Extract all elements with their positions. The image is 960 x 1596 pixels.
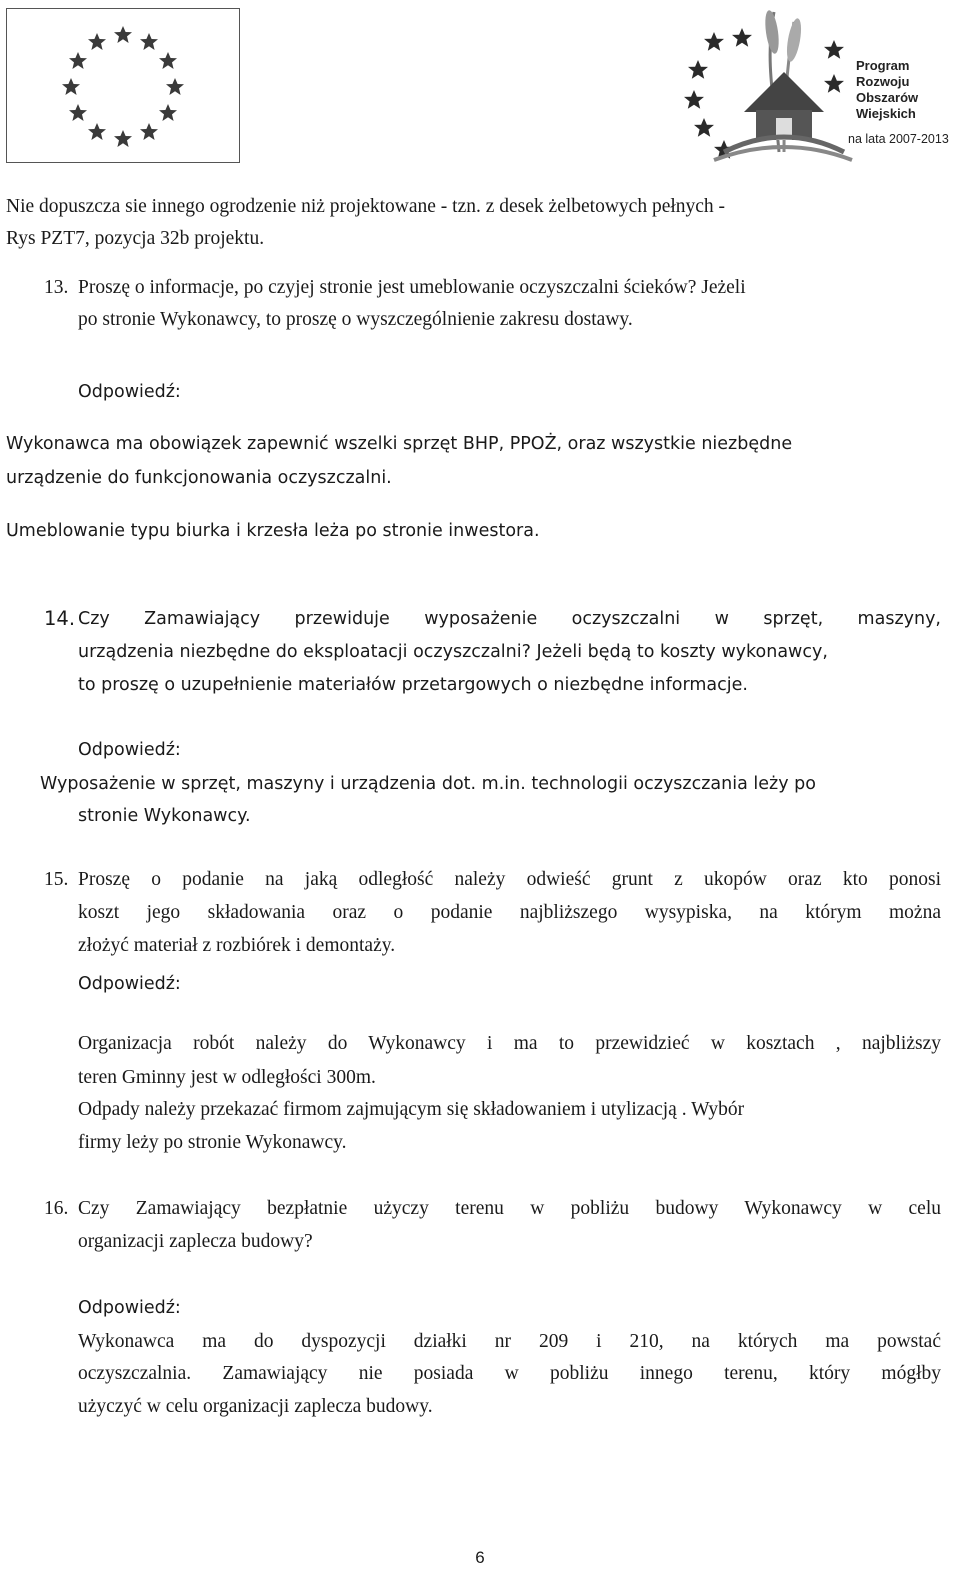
q13-number: 13. [44, 277, 69, 298]
program-line-3: Obszarów [856, 90, 919, 105]
q15-answer-line-3: Odpady należy przekazać firmom zajmującym się składowaniem i utylizacją . Wybór [78, 1099, 745, 1120]
q14-answer-line-1: Wyposażenie w sprzęt, maszyny i urządzenia dot. m.in. technologii oczyszczania leży po [40, 774, 816, 794]
q13-answer-line-1: Wykonawca ma obowiązek zapewnić wszelki sprzęt BHP, PPOŻ, oraz wszystkie niezbędne [6, 434, 793, 454]
q13-answer-line-2: urządzenie do funkcjonowania oczyszczalni. [6, 468, 392, 488]
q15-line-1: Proszę o podanie na jaką odległość należy odwieść grunt z ukopów oraz kto ponosi [78, 869, 941, 890]
q14-line-3: to proszę o uzupełnienie materiałów przetargowych o niezbędne informacje. [78, 675, 748, 695]
intro-line-2: Rys PZT7, pozycja 32b projektu. [6, 228, 265, 249]
eu-flag-logo [6, 8, 240, 163]
eu-stars-icon [7, 9, 239, 162]
q16-answer-label: Odpowiedź: [78, 1298, 181, 1318]
intro-line-1: Nie dopuszcza sie innego ogrodzenie niż projektowane - tzn. z desek żelbetowych pełnych - [6, 196, 726, 217]
q14-answer-label: Odpowiedź: [78, 740, 181, 760]
q16-answer-line-2: oczyszczalnia. Zamawiający nie posiada w pobliżu innego terenu, który mógłby [78, 1363, 941, 1384]
q15-line-3: złożyć materiał z rozbiórek i demontaży. [78, 935, 396, 956]
q13-line-1: Proszę o informacje, po czyjej stronie jest umeblowanie oczyszczalni ścieków? Jeżeli [78, 277, 746, 298]
q15-answer-label: Odpowiedź: [78, 974, 181, 994]
q15-answer-line-1: Organizacja robót należy do Wykonawcy i ma to przewidzieć w kosztach , najbliższy [78, 1033, 941, 1054]
q14-number: 14. [44, 607, 76, 630]
q15-number: 15. [44, 869, 69, 890]
q16-number: 16. [44, 1198, 69, 1219]
q15-line-2: koszt jego składowania oraz o podanie najbliższego wysypiska, na którym można [78, 902, 941, 923]
q15-answer-line-4: firmy leży po stronie Wykonawcy. [78, 1132, 347, 1153]
q15-answer-line-2: teren Gminny jest w odległości 300m. [78, 1067, 376, 1088]
page-header [0, 0, 960, 170]
q16-line-2: organizacji zaplecza budowy? [78, 1231, 313, 1252]
q16-line-1: Czy Zamawiający bezpłatnie użyczy terenu w pobliżu budowy Wykonawcy w celu [78, 1198, 941, 1219]
program-years: na lata 2007-2013 [848, 132, 949, 146]
q14-line-1: Czy Zamawiający przewiduje wyposażenie oczyszczalni w sprzęt, maszyny, [78, 609, 941, 629]
program-name [856, 58, 918, 122]
q13-line-2: po stronie Wykonawcy, to proszę o wyszczególnienie zakresu dostawy. [78, 309, 633, 330]
page-number: 6 [475, 1548, 485, 1567]
q16-answer-line-3: użyczyć w celu organizacji zaplecza budowy. [78, 1396, 433, 1417]
q14-answer-line-2: stronie Wykonawcy. [78, 806, 251, 826]
q16-answer-line-1: Wykonawca ma do dyspozycji działki nr 209 i 210, na których ma powstać [78, 1331, 941, 1352]
program-line-4: Wiejskich [856, 106, 916, 121]
program-line-2: Rozwoju [856, 74, 910, 89]
program-line-1: Program [856, 58, 910, 73]
q13-answer-label: Odpowiedź: [78, 382, 181, 402]
q13-answer-line-3: Umeblowanie typu biurka i krzesła leża po stronie inwestora. [6, 521, 540, 541]
q14-line-2: urządzenia niezbędne do eksploatacji oczyszczalni? Jeżeli będą to koszty wykonawcy, [78, 642, 828, 662]
